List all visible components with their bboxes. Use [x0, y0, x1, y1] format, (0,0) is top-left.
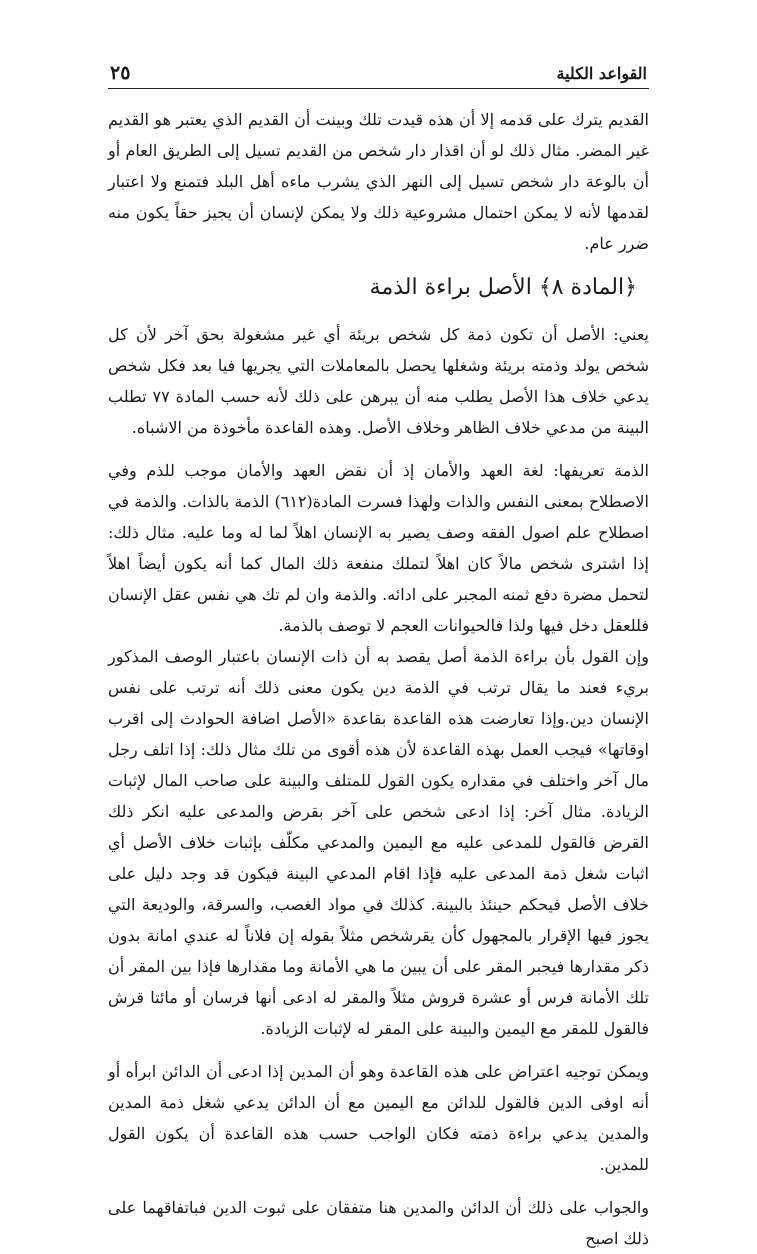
- body-paragraph: الذمة تعريفها: لغة العهد والأمان إذ أن نقض العهد والأمان موجب للذم وفي الاصطلاح بمعنى النفس والذات ولهذا فسرت المادة(٦١٢) الذمة بالذات. والذمة في اصطلاح علم اصول الفقه وصف يصير به الإنسان اهلاً لما له وما عليه. مثال ذلك: إذا اشترى شخص مالاً كان اهلاً لتملك منفعة ذلك المال كما أنه يكون أيضاً اهلاً لتحمل مضرة دفع ثمنه المجبر على ادائه. والذمة وان لم تك هي نفس عقل الإنسان فللعقل دخل فيها ولذا فالحيوانات العجم لا توصف بالذمة.: [108, 461, 649, 635]
- body-paragraph: ويمكن توجيه اعتراض على هذه القاعدة وهو أن المدين إذا ادعى أن الدائن ابرأه أو أنه اوفى الدين فالقول للدائن مع اليمين مع أن الدائن يدعي شغل ذمة المدين والمدين يدعي براءة ذمته فكان الواجب حسب هذه القاعدة أن يكون القول للمدين.: [108, 1062, 649, 1174]
- article-heading: ﴿المادة ٨﴾ الأصل براءة الذمة: [369, 275, 637, 300]
- body-paragraph: والجواب على ذلك أن الدائن والمدين هنا متفقان على ثبوت الدين فباتفاقهما على ذلك اصبح: [108, 1198, 649, 1248]
- page-number: ٢٥: [110, 62, 131, 84]
- body-paragraph: وإن القول بأن براءة الذمة أصل يقصد به أن ذات الإنسان باعتبار الوصف المذكور بريء فعند ما يقال ترتب في الذمة دين يكون معنى ذلك أنه ترتب على نفس الإنسان دين.وإذا تعارضت هذه القاعدة بقاعدة «الأصل اضافة الحوادث إلى اقرب اوقاتها» فيجب العمل بهذه القاعدة لأن هذه أقوى من تلك مثال ذلك: إذا اتلف رجل مال آخر واختلف في مقداره يكون القول للمتلف والبينة على صاحب المال لإثبات الزيادة. مثال آخر: إذا ادعى شخص على آخر بقرض والمدعى عليه انكر ذلك القرض فالقول للمدعى عليه مع اليمين والمدعي مكلّف بإثبات خلاف الأصل أي اثبات شغل ذمة المدعى عليه فإذا اقام المدعي البينة فيكون قد وجد دليل على خلاف الأصل فيحكم حينئذ بالبينة. كذلك في مواد الغصب، والسرقة، والوديعة التي يجوز فيها الإقرار بالمجهول كأن يقرشخص مثلاً بقوله إن فلاناً له عندي امانة بدون ذكر مقدارها فيجبر المقر على أن يبين ما هي الأمانة وما مقدارها فإذا بين المقر أن تلك الأمانة فرس أو عشرة قروش مثلاً والمقر له ادعى أنها فرسان أو مائتا قرش فالقول للمقر مع اليمين والبينة على المقر له لإثبات الزيادة.: [108, 647, 650, 1038]
- running-title: القواعد الكلية: [556, 64, 647, 83]
- page-header: [110, 62, 647, 88]
- page-body: [108, 104, 649, 1254]
- body-paragraph: القديم يترك على قدمه إلا أن هذه قيدت تلك وبينت أن القديم الذي يعتبر هو القديم غير المضر. مثال ذلك لو أن اقذار دار شخص من القديم تسيل إلى الطريق العام أو أن بالوعة دار شخص تسيل إلى النهر الذي يشرب ماءه أهل البلد فتمنع ولا اعتبار لقدمها لأنه لا يمكن احتمال مشروعية ذلك ولا يمكن لإنسان أن يجيز حقاً يكون منه ضرر عام.: [108, 110, 649, 253]
- header-rule: [108, 88, 649, 89]
- body-paragraph: يعني: الأصل أن تكون ذمة كل شخص بريئة أي غير مشغولة بحق آخر لأن كل شخص يولد وذمته بريئة وشغلها يحصل بالمعاملات التي يجريها فيا بعد فكل شخص يدعي خلاف هذا الأصل يطلب منه أن يبرهن على ذلك لأنه حسب المادة ٧٧ تطلب البينة من مدعي خلاف الظاهر وخلاف الأصل. وهذه القاعدة مأخوذة من الاشباه.: [108, 325, 650, 437]
